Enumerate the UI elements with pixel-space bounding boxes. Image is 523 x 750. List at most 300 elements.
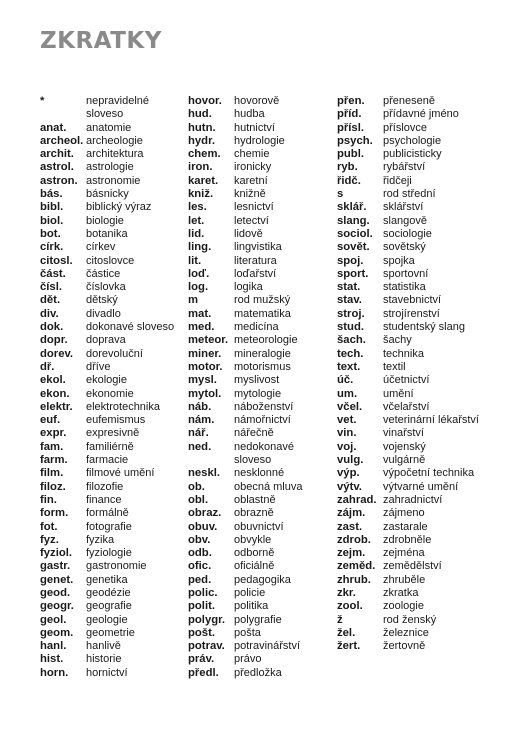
abbreviation-meaning: dorevoluční [86, 347, 143, 360]
abbreviation-meaning: stavebnictví [383, 294, 442, 307]
abbreviation-meaning: publicisticky [383, 148, 442, 161]
abbreviation: dř. [40, 360, 55, 373]
abbreviation-entry [188, 574, 333, 587]
abbreviation: zejm. [337, 547, 366, 560]
abbreviation: div. [40, 307, 59, 320]
abbreviation-meaning: pošta [234, 626, 261, 639]
abbreviation: archeol. [40, 134, 84, 147]
abbreviation-entry [337, 281, 485, 294]
abbreviation-entry [188, 560, 333, 573]
abbreviation-entry [40, 401, 180, 414]
abbreviation: ling. [188, 241, 212, 254]
abbreviation-entry [40, 494, 180, 507]
abbreviation-meaning: umění [383, 387, 414, 400]
abbreviation: círk. [40, 241, 64, 254]
abbreviation-meaning: loďařství [234, 267, 277, 280]
abbreviation-entry [40, 534, 180, 547]
abbreviation: obraz. [188, 507, 222, 520]
abbreviation-meaning: pedagogika [234, 573, 291, 586]
abbreviation-meaning: citoslovce [86, 254, 135, 267]
abbreviation: astrol. [40, 161, 74, 174]
abbreviation: geol. [40, 613, 67, 626]
abbreviation: včel. [337, 400, 363, 413]
abbreviation-meaning: spojka [383, 254, 415, 267]
abbreviation-entry [40, 255, 180, 268]
abbreviation: mysl. [188, 374, 217, 387]
abbreviation: fin. [40, 493, 57, 506]
abbreviation-entry [40, 427, 180, 440]
abbreviation-entry [188, 401, 333, 414]
abbreviation-meaning: hydrologie [234, 134, 285, 147]
abbreviation: nám. [188, 414, 215, 427]
abbreviation-meaning: básnicky [86, 188, 129, 201]
abbreviation-meaning: statistika [383, 281, 426, 294]
abbreviation-entry [40, 95, 180, 122]
abbreviation-entry [337, 494, 485, 507]
abbreviation: horn. [40, 666, 69, 679]
abbreviation: motor. [188, 360, 223, 373]
abbreviation-meaning: fyzika [86, 533, 115, 546]
abbreviation-entry [188, 521, 333, 534]
abbreviation-meaning: předložka [234, 666, 282, 679]
abbreviation: archit. [40, 148, 74, 161]
abbreviation: zkr. [337, 586, 356, 599]
abbreviation: astron. [40, 174, 78, 187]
abbreviation: dok. [40, 321, 64, 334]
abbreviation: vulg. [337, 454, 364, 467]
abbreviation-entry [337, 467, 485, 480]
abbreviation-meaning: hornictví [86, 666, 128, 679]
abbreviation-meaning: obrazně [234, 507, 274, 520]
abbreviation: filoz. [40, 480, 66, 493]
abbreviation: lit. [188, 254, 202, 267]
abbreviation-entry [337, 401, 485, 414]
abbreviation-meaning: geometrie [86, 626, 135, 639]
abbreviation: log. [188, 281, 209, 294]
abbreviation-entry [40, 294, 180, 307]
abbreviation: úč. [337, 374, 354, 387]
abbreviation-meaning: lingvistika [234, 241, 282, 254]
abbreviation: polit. [188, 600, 215, 613]
abbreviation: ekol. [40, 374, 66, 387]
abbreviation-entry [188, 148, 333, 161]
abbreviation-entry [188, 388, 333, 401]
abbreviation-entry [40, 441, 180, 454]
abbreviation-entry [188, 268, 333, 281]
abbreviation-entry [337, 587, 485, 600]
abbreviation-entry [337, 294, 485, 307]
abbreviation-meaning: genetika [86, 573, 128, 586]
abbreviation-meaning: divadlo [86, 307, 121, 320]
abbreviation-entry [188, 321, 333, 334]
abbreviation-meaning: hovorově [234, 95, 280, 107]
abbreviation-meaning: expresivně [86, 427, 140, 440]
abbreviation: polygr. [188, 613, 226, 626]
abbreviation-entry [337, 627, 485, 640]
abbreviation-entry [337, 534, 485, 547]
abbreviation: ekon. [40, 387, 70, 400]
abbreviation-entry [337, 215, 485, 228]
abbreviation-meaning: sovětský [383, 241, 426, 254]
abbreviation-meaning: politika [234, 600, 269, 613]
abbreviation-entry [188, 188, 333, 201]
abbreviation-meaning: oficiálně [234, 560, 275, 573]
abbreviation: ž [337, 613, 343, 626]
abbreviation-meaning: astrologie [86, 161, 134, 174]
abbreviation: biol. [40, 214, 64, 227]
abbreviation-meaning: nepravidelné sloveso [86, 95, 149, 121]
abbreviation: text. [337, 360, 361, 373]
abbreviation-entry [40, 334, 180, 347]
abbreviation-meaning: dříve [86, 360, 111, 373]
abbreviation: stav. [337, 294, 362, 307]
abbreviation: hud. [188, 108, 212, 121]
abbreviation: přen. [337, 95, 365, 107]
abbreviation-entry [188, 228, 333, 241]
abbreviation-entry [188, 614, 333, 627]
abbreviation: bot. [40, 227, 61, 240]
abbreviation: odb. [188, 547, 212, 560]
abbreviation: genet. [40, 573, 74, 586]
abbreviation: fyziol. [40, 547, 73, 560]
abbreviation-entry [188, 135, 333, 148]
abbreviation-entry [40, 667, 180, 680]
abbreviation: hydr. [188, 134, 215, 147]
abbreviation: zájm. [337, 507, 366, 520]
abbreviation-entry [40, 161, 180, 174]
abbreviation: hutn. [188, 121, 216, 134]
abbreviation: * [40, 95, 45, 107]
abbreviation: hanl. [40, 640, 67, 653]
abbreviation-meaning: archeologie [86, 134, 143, 147]
abbreviation: zahrad. [337, 493, 377, 506]
abbreviation-meaning: mytologie [234, 387, 282, 400]
abbreviation-meaning: biblický výraz [86, 201, 152, 214]
abbreviation-meaning: biologie [86, 214, 124, 227]
abbreviation: fam. [40, 440, 64, 453]
abbreviation-entry [188, 441, 333, 468]
abbreviation: ofic. [188, 560, 212, 573]
abbreviation-meaning: chemie [234, 148, 270, 161]
abbreviation-entry [188, 600, 333, 613]
abbreviation: bibl. [40, 201, 64, 214]
abbreviation: vet. [337, 414, 357, 427]
abbreviation: sport. [337, 267, 369, 280]
abbreviation-entry [337, 414, 485, 427]
abbreviation: geod. [40, 586, 71, 599]
abbreviation-meaning: potravinářství [234, 640, 301, 653]
abbreviation-entry [188, 215, 333, 228]
abbreviation-column-1 [40, 95, 180, 680]
abbreviation: zdrob. [337, 533, 371, 546]
abbreviation-meaning: doprava [86, 334, 126, 347]
abbreviation: form. [40, 507, 69, 520]
abbreviation-meaning: polygrafie [234, 613, 282, 626]
abbreviation: náb. [188, 400, 212, 413]
abbreviation-meaning: rod ženský [383, 613, 437, 626]
abbreviation-meaning: veterinární lékařství [383, 414, 479, 427]
abbreviation-entry [188, 534, 333, 547]
abbreviation: polic. [188, 586, 218, 599]
abbreviation-entry [188, 95, 333, 108]
abbreviation-meaning: zájmeno [383, 507, 425, 520]
abbreviation-meaning: fyziologie [86, 547, 132, 560]
abbreviation-meaning: mineralogie [234, 347, 291, 360]
abbreviation-meaning: policie [234, 586, 266, 599]
abbreviation-meaning: historie [86, 653, 122, 666]
abbreviation: výp. [337, 467, 360, 480]
abbreviation-meaning: sklářství [383, 201, 424, 214]
abbreviation-entry [337, 361, 485, 374]
abbreviation: mat. [188, 307, 212, 320]
abbreviation-meaning: filozofie [86, 480, 124, 493]
abbreviation: spoj. [337, 254, 364, 267]
abbreviation-entry [337, 321, 485, 334]
abbreviation-meaning: lidově [234, 227, 263, 240]
abbreviation-entry [337, 374, 485, 387]
abbreviation-entry [337, 348, 485, 361]
abbreviation: hist. [40, 653, 64, 666]
abbreviation-entry [337, 427, 485, 440]
abbreviation-meaning: karetní [234, 174, 268, 187]
abbreviation: stud. [337, 321, 364, 334]
abbreviation-entry [40, 574, 180, 587]
abbreviation-entry [337, 308, 485, 321]
abbreviation-entry [188, 414, 333, 427]
abbreviation-meaning: knižně [234, 188, 266, 201]
abbreviation-meaning: hutnictví [234, 121, 275, 134]
abbreviation-meaning: nářečně [234, 427, 274, 440]
abbreviation-entry [188, 175, 333, 188]
abbreviation-meaning: hanlivě [86, 640, 121, 653]
abbreviation-entry [337, 122, 485, 135]
abbreviation: vin. [337, 427, 357, 440]
abbreviation-entry [40, 308, 180, 321]
abbreviation: zool. [337, 600, 363, 613]
abbreviation-column-2 [188, 95, 333, 680]
abbreviation-entry [188, 587, 333, 600]
abbreviation-entry [40, 188, 180, 201]
abbreviation: farm. [40, 454, 68, 467]
abbreviation-entry [40, 228, 180, 241]
abbreviation-meaning: lesnictví [234, 201, 274, 214]
abbreviation: výtv. [337, 480, 362, 493]
abbreviation-entry [337, 481, 485, 494]
abbreviation-entry [40, 175, 180, 188]
abbreviation-meaning: medicína [234, 321, 279, 334]
abbreviation: anat. [40, 121, 67, 134]
abbreviation-meaning: dokonavé sloveso [86, 321, 175, 334]
abbreviation-entry [188, 334, 333, 347]
abbreviation: karet. [188, 174, 219, 187]
abbreviation: voj. [337, 440, 357, 453]
abbreviation: miner. [188, 347, 222, 360]
abbreviation: předl. [188, 666, 219, 679]
abbreviation-meaning: obvykle [234, 533, 272, 546]
abbreviation-meaning: motorismus [234, 360, 291, 373]
abbreviation-entry [40, 653, 180, 666]
abbreviation-entry [40, 348, 180, 361]
abbreviation-meaning: obecná mluva [234, 480, 303, 493]
abbreviation: obv. [188, 533, 211, 546]
abbreviation: stat. [337, 281, 361, 294]
abbreviation: příd. [337, 108, 362, 121]
abbreviation: let. [188, 214, 205, 227]
abbreviation: nář. [188, 427, 209, 440]
abbreviation: m [188, 294, 199, 307]
abbreviation: geogr. [40, 600, 74, 613]
abbreviation: gastr. [40, 560, 71, 573]
abbreviation-meaning: psychologie [383, 134, 442, 147]
abbreviation-meaning: rod mužský [234, 294, 291, 307]
abbreviation: pošt. [188, 626, 215, 639]
abbreviation-entry [188, 348, 333, 361]
abbreviation: citosl. [40, 254, 73, 267]
abbreviation-entry [40, 640, 180, 653]
abbreviation-meaning: gastronomie [86, 560, 147, 573]
abbreviation-meaning: zoologie [383, 600, 424, 613]
abbreviation: zast. [337, 520, 363, 533]
abbreviation-entry [188, 241, 333, 254]
abbreviation-entry [40, 467, 180, 480]
abbreviation: žel. [337, 626, 356, 639]
abbreviation: um. [337, 387, 358, 400]
abbreviation-entry [337, 95, 485, 108]
abbreviation: sovět. [337, 241, 370, 254]
abbreviation-meaning: přídavné jméno [383, 108, 459, 121]
abbreviation-entry [337, 148, 485, 161]
abbreviation-entry [337, 521, 485, 534]
abbreviation-meaning: formálně [86, 507, 129, 520]
abbreviation-entry [40, 587, 180, 600]
abbreviation-meaning: zastarale [383, 520, 428, 533]
abbreviation-meaning: ekonomie [86, 387, 134, 400]
abbreviation-meaning: ironicky [234, 161, 272, 174]
abbreviation-meaning: astronomie [86, 174, 141, 187]
abbreviation-meaning: odborně [234, 547, 275, 560]
abbreviation: fot. [40, 520, 58, 533]
abbreviation: psych. [337, 134, 373, 147]
abbreviation-entry [40, 135, 180, 148]
abbreviation-entry [40, 361, 180, 374]
abbreviation: zeměd. [337, 560, 376, 573]
abbreviation-meaning: fotografie [86, 520, 132, 533]
abbreviation: ned. [188, 440, 212, 453]
abbreviation: sklář. [337, 201, 367, 214]
abbreviation-entry [40, 481, 180, 494]
abbreviation-meaning: filmové umění [86, 467, 155, 480]
abbreviation: dorev. [40, 347, 74, 360]
abbreviation-entry [188, 374, 333, 387]
abbreviation-meaning: včelařství [383, 400, 430, 413]
abbreviation-entry [188, 653, 333, 666]
abbreviation: dopr. [40, 334, 68, 347]
abbreviation-entry [337, 241, 485, 254]
abbreviation: přísl. [337, 121, 364, 134]
abbreviation-meaning: geologie [86, 613, 128, 626]
abbreviation-entry [188, 255, 333, 268]
abbreviation-meaning: číslovka [86, 281, 126, 294]
abbreviation-meaning: vinařství [383, 427, 424, 440]
abbreviation-meaning: nesklonné [234, 467, 285, 480]
abbreviation-entry [40, 414, 180, 427]
abbreviation-meaning: botanika [86, 227, 128, 240]
abbreviation-meaning: zahradnictví [383, 493, 443, 506]
abbreviation: film. [40, 467, 64, 480]
abbreviation: bás. [40, 188, 63, 201]
abbreviation: publ. [337, 148, 364, 161]
abbreviation-entry [337, 135, 485, 148]
abbreviation: obuv. [188, 520, 218, 533]
abbreviation-meaning: oblastně [234, 493, 276, 506]
abbreviation: tech. [337, 347, 364, 360]
abbreviation-meaning: církev [86, 241, 116, 254]
abbreviation-entry [337, 388, 485, 401]
abbreviation-meaning: dětský [86, 294, 118, 307]
abbreviation-entry [337, 201, 485, 214]
abbreviation-meaning: slangově [383, 214, 428, 227]
abbreviation-meaning: vulgárně [383, 454, 426, 467]
abbreviation-entry [337, 547, 485, 560]
abbreviation-meaning: účetnictví [383, 374, 430, 387]
abbreviation: neskl. [188, 467, 221, 480]
abbreviation-entry [337, 161, 485, 174]
abbreviation-meaning: farmacie [86, 454, 129, 467]
abbreviation-meaning: sociologie [383, 227, 432, 240]
abbreviation: ped. [188, 573, 212, 586]
abbreviation-entry [337, 334, 485, 347]
abbreviation-entry [188, 161, 333, 174]
abbreviation-entry [337, 640, 485, 653]
abbreviation: řidč. [337, 174, 361, 187]
abbreviation-meaning: výtvarné umění [383, 480, 459, 493]
abbreviation-meaning: strojírenství [383, 307, 440, 320]
abbreviation-meaning: zemědělství [383, 560, 442, 573]
abbreviation-entry [40, 268, 180, 281]
abbreviation-entry [337, 441, 485, 454]
abbreviation-entry [40, 614, 180, 627]
abbreviation-meaning: studentský slang [383, 321, 465, 334]
abbreviation-entry [40, 560, 180, 573]
abbreviation-entry [337, 188, 485, 201]
abbreviation-entry [337, 560, 485, 573]
abbreviation-meaning: matematika [234, 307, 291, 320]
abbreviation-entry [40, 627, 180, 640]
abbreviation: lid. [188, 227, 205, 240]
abbreviation: práv. [188, 653, 215, 666]
abbreviation: loď. [188, 267, 210, 280]
abbreviation-meaning: myslivost [234, 374, 280, 387]
abbreviation-entry [40, 148, 180, 161]
abbreviation-entry [188, 507, 333, 520]
abbreviation-column-3 [337, 95, 485, 653]
abbreviation: část. [40, 267, 66, 280]
abbreviation-entry [40, 600, 180, 613]
abbreviation-entry [40, 374, 180, 387]
abbreviation: šach. [337, 334, 366, 347]
abbreviation-entry [337, 574, 485, 587]
abbreviation-entry [337, 507, 485, 520]
abbreviation-entry [40, 215, 180, 228]
abbreviation: sociol. [337, 227, 373, 240]
abbreviation-entry [188, 547, 333, 560]
abbreviation-entry [188, 294, 333, 307]
abbreviation-entry [40, 521, 180, 534]
abbreviation-meaning: ekologie [86, 374, 127, 387]
abbreviation: ryb. [337, 161, 358, 174]
abbreviation: iron. [188, 161, 213, 174]
abbreviation-meaning: hudba [234, 108, 265, 121]
